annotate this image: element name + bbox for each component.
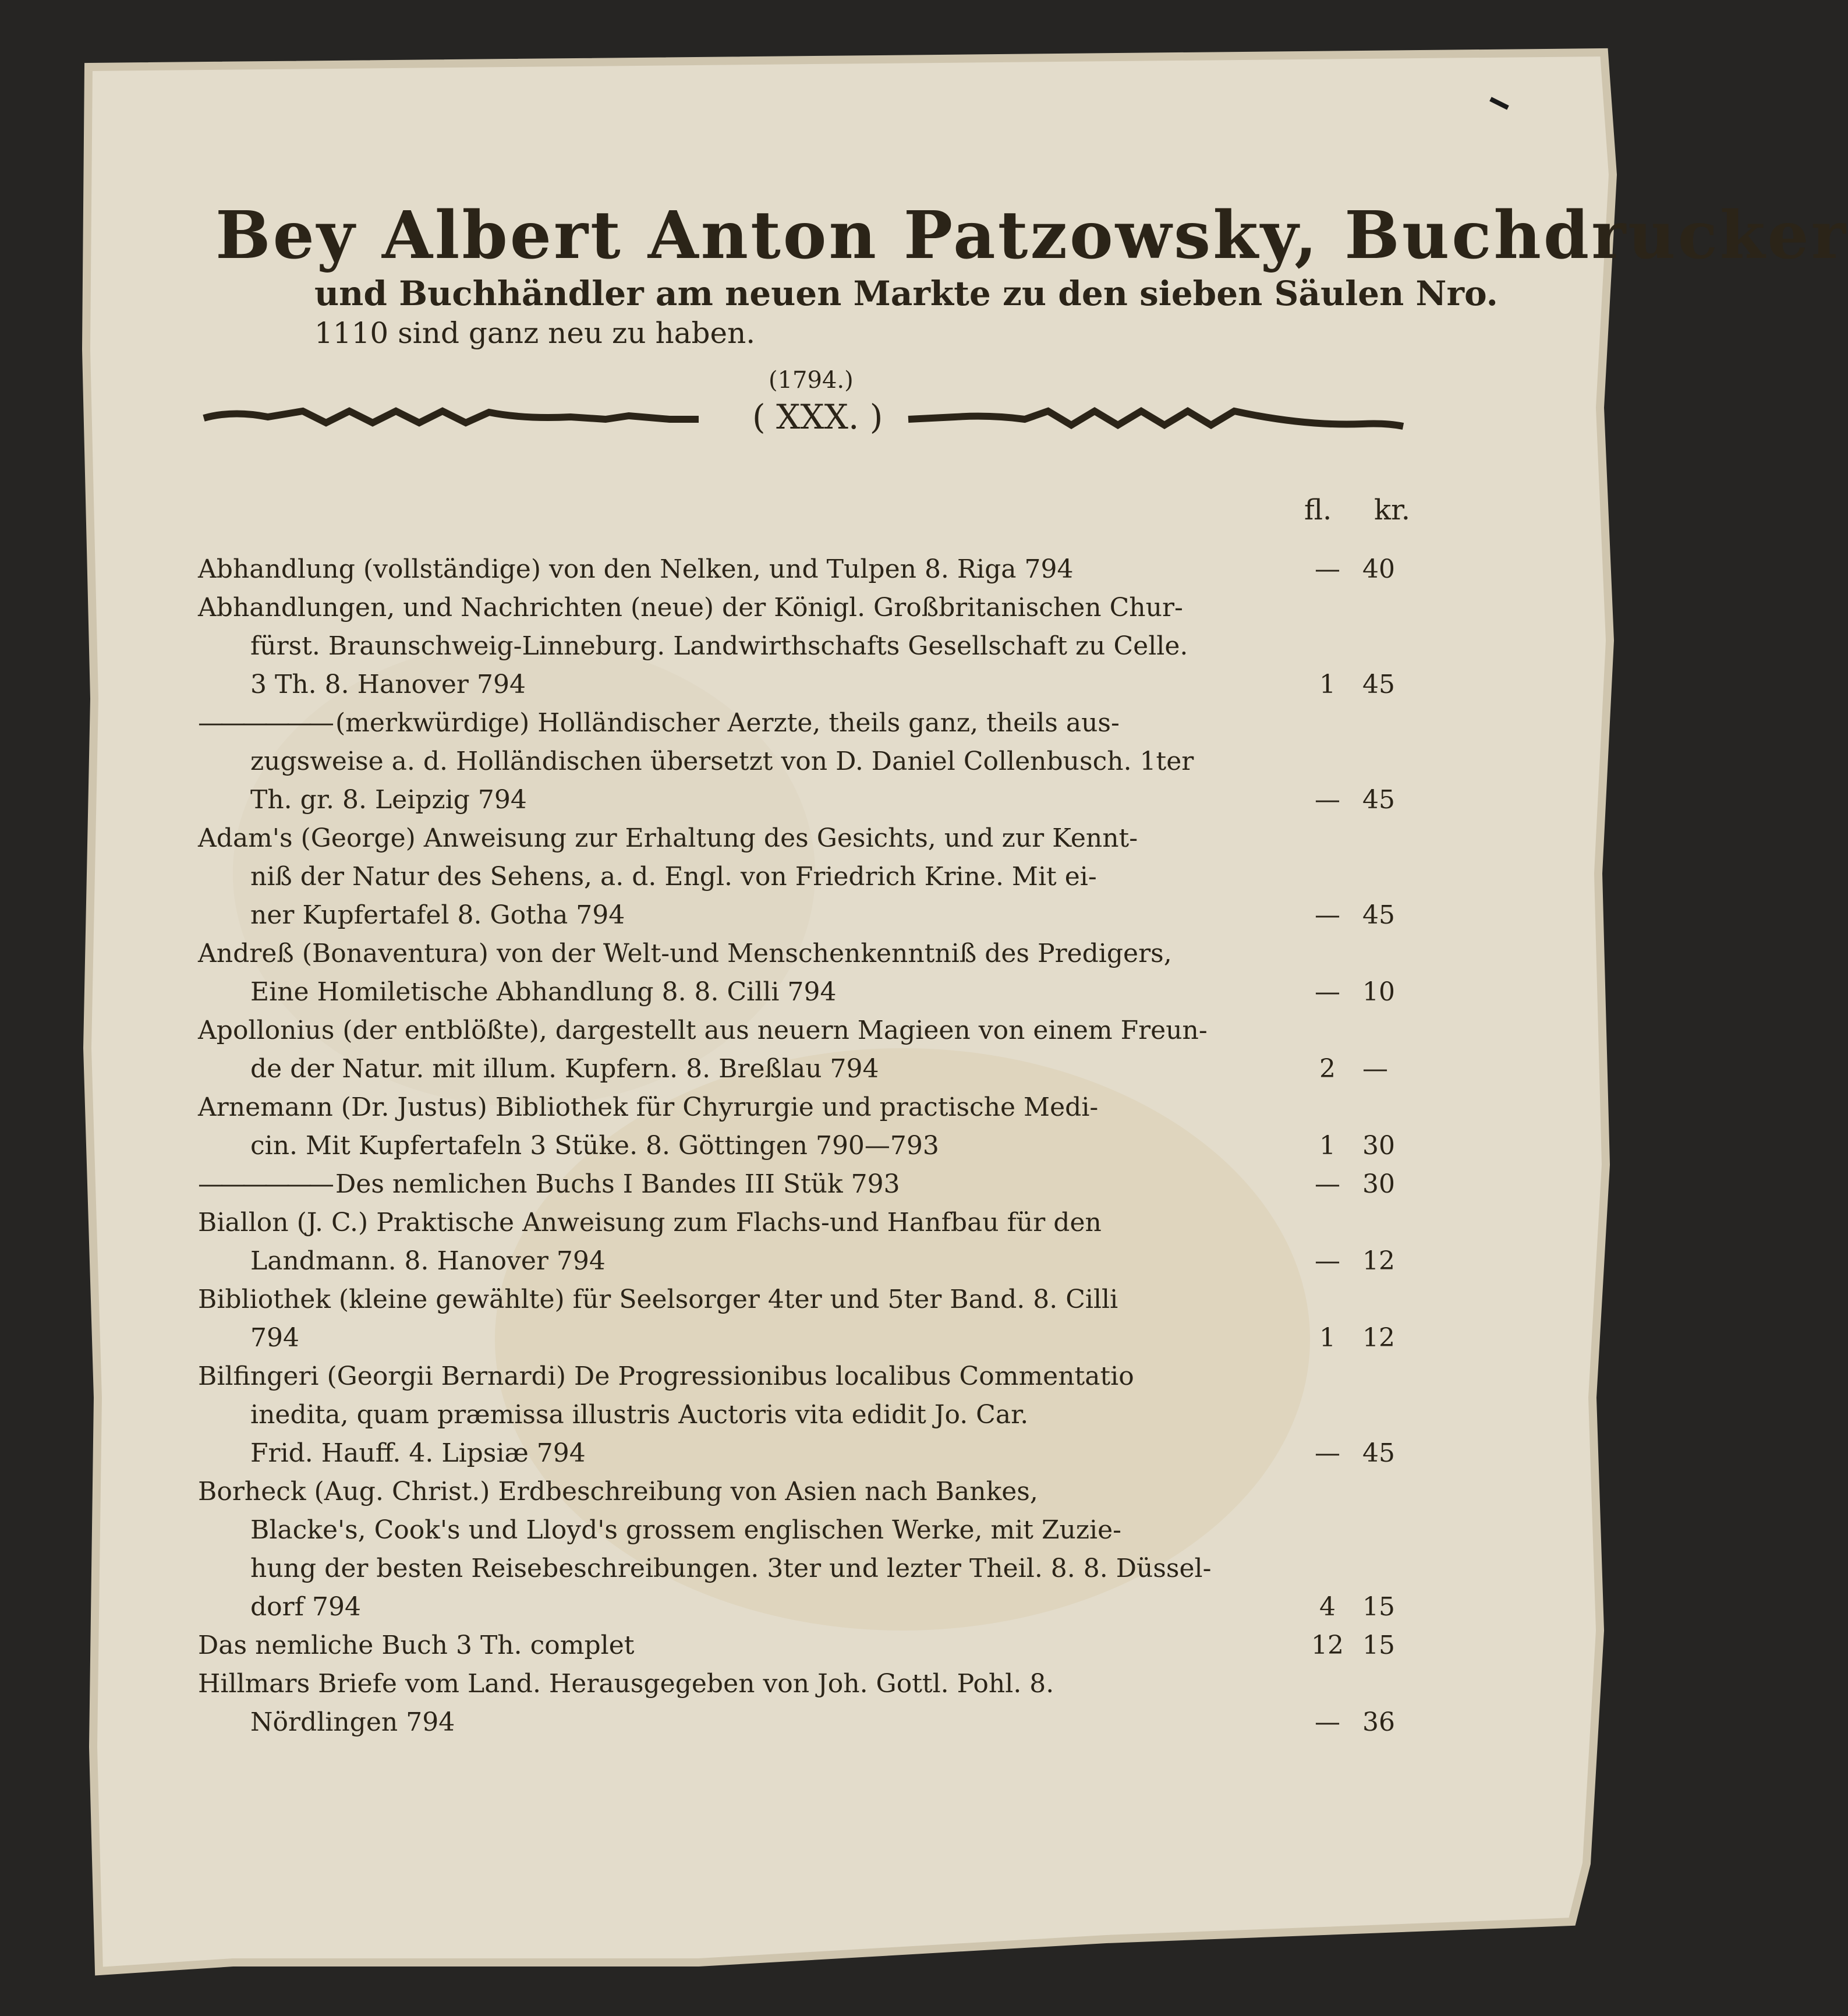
book-list (198, 475, 1421, 1742)
gulden-header: fl. (1304, 494, 1332, 526)
book-price (1293, 1703, 1421, 1742)
book-entry-text (198, 1204, 1421, 1281)
book-entry-line: hung der besten Reisebeschreibungen. 3ter und lezter Theil. 8. 8. Düssel- (250, 1554, 1212, 1583)
book-entry-line: Frid. Hauff. 4. Lipsiæ 794 (250, 1438, 586, 1468)
book-entry-line: fürst. Braunschweig-Linneburg. Landwirthschafts Gesellschaft zu Celle. (250, 631, 1188, 661)
book-entry-line: dorf 794 (250, 1592, 361, 1622)
book-entry (198, 819, 1421, 935)
book-price (1293, 1434, 1421, 1473)
price-gulden: — (1315, 977, 1340, 1007)
book-entry-text (198, 1165, 1421, 1204)
book-entry-text (198, 1473, 1421, 1626)
header-subtitle: und Buchhändler am neuen Markte zu den sieben Säulen Nro. (314, 274, 1498, 313)
price-kreuzer: 40 (1362, 554, 1395, 584)
book-entry-text (198, 935, 1421, 1011)
price-kreuzer: 12 (1362, 1246, 1395, 1276)
price-kreuzer: 45 (1362, 785, 1395, 815)
book-entry-text (198, 704, 1421, 819)
book-entry-text (198, 1626, 1421, 1665)
book-entry-line: Arnemann (Dr. Justus) Bibliothek für Chyrurgie und practische Medi- (198, 1092, 1099, 1122)
book-entry (198, 1011, 1421, 1088)
price-kreuzer: 12 (1362, 1323, 1395, 1353)
header-title: Bey Albert Anton Patzowsky, Buchdrucker (215, 197, 1848, 274)
book-price (1293, 550, 1421, 589)
book-price (1293, 1626, 1421, 1665)
book-price (1293, 666, 1421, 704)
book-entry-line: —————— Des nemlichen Buchs I Bandes III Stük 793 (198, 1169, 900, 1199)
price-gulden: 2 (1319, 1054, 1336, 1084)
book-price (1293, 973, 1421, 1011)
book-entry (198, 1357, 1421, 1473)
book-price (1293, 1588, 1421, 1626)
book-entry (198, 1665, 1421, 1742)
header-note: 1110 sind ganz neu zu haben. (314, 316, 756, 350)
book-entry (198, 1088, 1421, 1165)
section-number: ( XXX. ) (752, 397, 883, 437)
price-kreuzer: 15 (1362, 1631, 1395, 1660)
kreuzer-header: kr. (1374, 494, 1411, 526)
book-entry-text (198, 1357, 1421, 1473)
book-entry-line: Nördlingen 794 (250, 1707, 455, 1737)
price-kreuzer: 30 (1362, 1131, 1395, 1161)
book-entry-line: Eine Homiletische Abhandlung 8. 8. Cilli 794 (250, 977, 837, 1007)
book-entry-line: Biallon (J. C.) Praktische Anweisung zum Flachs-und Hanfbau für den (198, 1208, 1102, 1237)
book-entry-line: Bilfingeri (Georgii Bernardi) De Progressionibus localibus Commentatio (198, 1361, 1134, 1391)
year-label: (1794.) (769, 367, 854, 394)
book-price (1293, 1050, 1421, 1088)
book-entry-line: Andreß (Bonaventura) von der Welt-und Menschenkenntniß des Predigers, (198, 939, 1172, 968)
book-entry-line: Abhandlung (vollständige) von den Nelken, und Tulpen 8. Riga 794 (198, 554, 1074, 584)
book-entry-line: ner Kupfertafel 8. Gotha 794 (250, 900, 625, 930)
book-entry (198, 704, 1421, 819)
book-entry (198, 550, 1421, 589)
book-price (1293, 781, 1421, 819)
book-entry-line: Hillmars Briefe vom Land. Herausgegeben von Joh. Gottl. Pohl. 8. (198, 1669, 1054, 1699)
book-price (1293, 1242, 1421, 1281)
book-entry-line: inedita, quam præmissa illustris Auctoris vita edidit Jo. Car. (250, 1400, 1029, 1430)
price-gulden: 1 (1319, 1131, 1336, 1161)
book-entry (198, 589, 1421, 704)
price-gulden: — (1315, 1438, 1340, 1468)
book-entry-line: Apollonius (der entblößte), dargestellt aus neuern Magieen von einem Freun- (198, 1016, 1208, 1045)
book-entry-text (198, 1665, 1421, 1742)
price-kreuzer: 36 (1362, 1707, 1395, 1737)
book-price (1293, 1165, 1421, 1204)
price-gulden: 4 (1319, 1592, 1336, 1622)
price-kreuzer: 45 (1362, 900, 1395, 930)
book-entry-line: Blacke's, Cook's und Lloyd's grossem englischen Werke, mit Zuzie- (250, 1515, 1122, 1545)
book-entry (198, 1204, 1421, 1281)
price-gulden: 1 (1319, 1323, 1336, 1353)
price-gulden: — (1315, 1169, 1340, 1199)
book-entry-text (198, 819, 1421, 935)
book-entry (198, 1473, 1421, 1626)
book-entry-line: 3 Th. 8. Hanover 794 (250, 670, 526, 699)
price-kreuzer: — (1362, 1054, 1388, 1084)
price-kreuzer: 45 (1362, 1438, 1395, 1468)
book-price (1293, 896, 1421, 935)
price-gulden: — (1315, 785, 1340, 815)
book-entry (198, 1626, 1421, 1665)
book-entry-text (198, 589, 1421, 704)
book-entry-line: Abhandlungen, und Nachrichten (neue) der Königl. Großbritanischen Chur- (198, 593, 1183, 623)
book-entry (198, 1281, 1421, 1357)
price-gulden: 12 (1311, 1631, 1344, 1660)
price-gulden: 1 (1319, 670, 1336, 699)
book-entry-line: Das nemliche Buch 3 Th. complet (198, 1631, 635, 1660)
book-entry-line: —————— (merkwürdige) Holländischer Aerzte, theils ganz, theils aus- (198, 708, 1120, 738)
price-gulden: — (1315, 1246, 1340, 1276)
book-entry-line: niß der Natur des Sehens, a. d. Engl. von Friedrich Krine. Mit ei- (250, 862, 1097, 892)
book-entry-line: Adam's (George) Anweisung zur Erhaltung des Gesichts, und zur Kennt- (198, 823, 1138, 853)
book-entry-line: Borheck (Aug. Christ.) Erdbeschreibung von Asien nach Bankes, (198, 1477, 1038, 1506)
book-entry-line: zugsweise a. d. Holländischen übersetzt von D. Daniel Collenbusch. 1ter (250, 747, 1194, 776)
price-gulden: — (1315, 900, 1340, 930)
book-entry-text (198, 1088, 1421, 1165)
price-kreuzer: 45 (1362, 670, 1395, 699)
book-entry-line: 794 (250, 1323, 299, 1353)
price-gulden: — (1315, 554, 1340, 584)
price-kreuzer: 15 (1362, 1592, 1395, 1622)
book-entry-text (198, 1281, 1421, 1357)
book-entry-text (198, 1011, 1421, 1088)
page-text (198, 197, 1848, 1737)
book-entry (198, 935, 1421, 1011)
book-entry-line: cin. Mit Kupfertafeln 3 Stüke. 8. Göttingen 790—793 (250, 1131, 939, 1161)
book-entry-line: de der Natur. mit illum. Kupfern. 8. Breßlau 794 (250, 1054, 879, 1084)
price-kreuzer: 30 (1362, 1169, 1395, 1199)
book-entry-line: Th. gr. 8. Leipzig 794 (250, 785, 527, 815)
book-price (1293, 1127, 1421, 1165)
book-entry-line: Bibliothek (kleine gewählte) für Seelsorger 4ter und 5ter Band. 8. Cilli (198, 1285, 1118, 1314)
price-gulden: — (1315, 1707, 1340, 1737)
price-kreuzer: 10 (1362, 977, 1395, 1007)
book-entry-text (198, 550, 1421, 589)
book-entry-line: Landmann. 8. Hanover 794 (250, 1246, 606, 1276)
book-price (1293, 1319, 1421, 1357)
book-entry (198, 1165, 1421, 1204)
